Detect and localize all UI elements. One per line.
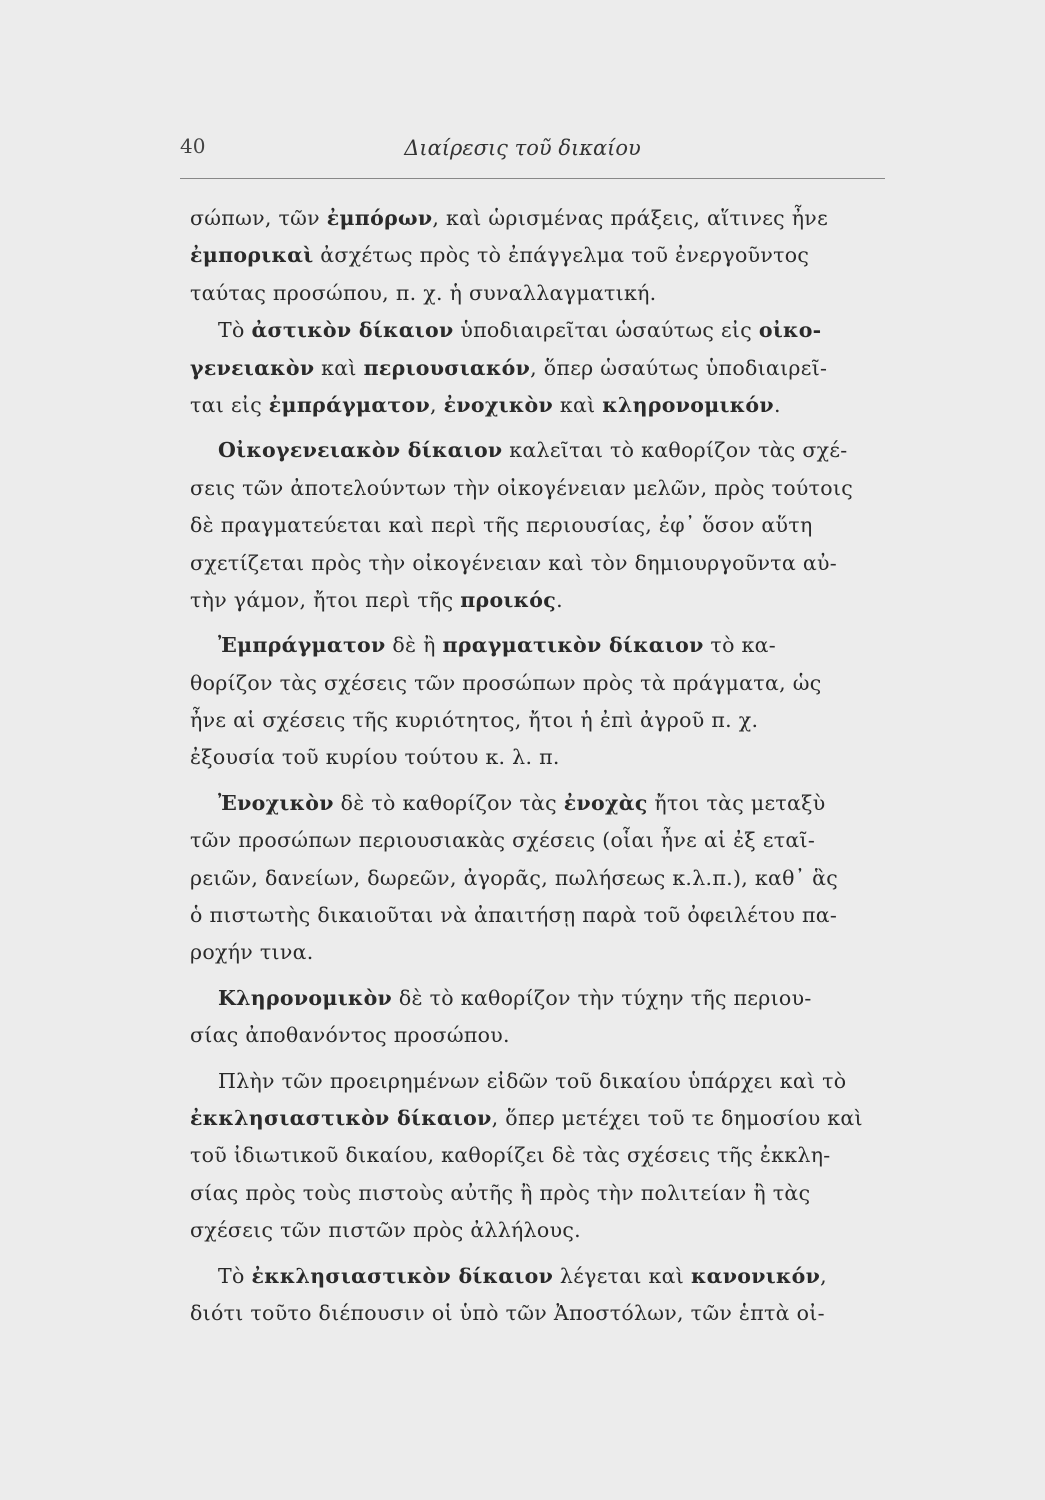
text-line bbox=[190, 860, 890, 897]
text-line bbox=[190, 1295, 890, 1332]
text-run: τῶν προσώπων περιουσιακὰς σχέσεις (οἷαι ἦνε αἱ ἐξ εταῖ- bbox=[190, 828, 816, 853]
bold-term: πραγματικὸν δίκαιον bbox=[442, 633, 704, 658]
text-line bbox=[190, 507, 890, 544]
bold-term: κληρονομικόν bbox=[602, 392, 774, 417]
text-run: , καὶ ὡρισμένας πράξεις, αἵτινες ἦνε bbox=[432, 206, 828, 230]
bold-term: γενειακὸν bbox=[190, 355, 315, 380]
text-run: Πλὴν τῶν προειρημένων εἰδῶν τοῦ δικαίου ὑπάρχει καὶ τὸ bbox=[218, 1068, 847, 1093]
bold-term: Κληρονομικὸν bbox=[218, 985, 393, 1010]
text-line bbox=[190, 387, 890, 424]
text-run: δὲ τὸ καθορίζον τὰς bbox=[333, 790, 564, 815]
text-run: ρειῶν, δανείων, δωρεῶν, ἀγορᾶς, πωλήσεως κ.λ.π.), καθ᾽ ἃς bbox=[190, 865, 839, 890]
bold-term: ἐκκλησιαστικὸν δίκαιον bbox=[190, 1105, 492, 1130]
text-run: ὑποδιαιρεῖται ὡσαύτως εἰς bbox=[453, 318, 759, 343]
bold-term: ἐμπόρων bbox=[326, 206, 433, 230]
bold-term: περιουσιακόν bbox=[363, 355, 531, 380]
bold-term: Ἐμπράγματον bbox=[218, 633, 386, 658]
text-run: , ὅπερ ὡσαύτως ὑποδιαιρεῖ- bbox=[530, 355, 828, 380]
text-run: τοῦ ἰδιωτικοῦ δικαίου, καθορίζει δὲ τὰς σχέσεις τῆς ἐκκλη- bbox=[190, 1143, 831, 1168]
text-run: καλεῖται τὸ καθορίζον τὰς σχέ- bbox=[502, 438, 848, 463]
bold-term: Ἐνοχικὸν bbox=[218, 790, 334, 815]
text-run: καὶ bbox=[314, 355, 364, 380]
text-run: λέγεται καὶ bbox=[553, 1263, 691, 1288]
text-run: Τὸ bbox=[218, 318, 252, 343]
text-line bbox=[190, 1212, 890, 1249]
text-run: ταύτας προσώπου, π. χ. ἡ συναλλαγματική. bbox=[190, 280, 657, 305]
bold-term: προικός bbox=[460, 587, 557, 612]
text-run: ἦνε αἱ σχέσεις τῆς κυριότητος, ἤτοι ἡ ἐπὶ ἀγροῦ π. χ. bbox=[190, 708, 759, 733]
text-run: ὁ πιστωτὴς δικαιοῦται νὰ ἀπαιτήσῃ παρὰ τοῦ ὀφειλέτου πα- bbox=[190, 903, 838, 928]
text-line bbox=[190, 785, 890, 822]
bold-term: ἀστικὸν δίκαιον bbox=[251, 318, 454, 343]
text-run: ἀσχέτως πρὸς τὸ ἐπάγγελμα τοῦ ἐνεργοῦντος bbox=[313, 243, 810, 268]
bold-term: οἰκο- bbox=[758, 318, 822, 343]
body-text bbox=[190, 200, 890, 1332]
header-rule bbox=[180, 178, 885, 179]
text-line bbox=[190, 980, 890, 1017]
text-run: σχέσεις τῶν πιστῶν πρὸς ἀλλήλους. bbox=[190, 1218, 581, 1243]
text-line bbox=[190, 470, 890, 507]
text-run: ροχήν τινα. bbox=[190, 940, 314, 965]
text-line bbox=[190, 822, 890, 859]
text-line bbox=[190, 1100, 890, 1137]
text-line bbox=[190, 665, 890, 702]
text-run: Τὸ bbox=[218, 1263, 252, 1288]
bold-term: ἐνοχὰς bbox=[563, 790, 648, 815]
text-line bbox=[190, 897, 890, 934]
text-run: σχετίζεται πρὸς τὴν οἰκογένειαν καὶ τὸν δημιουργοῦντα αὐ- bbox=[190, 550, 837, 575]
text-run: δὲ ἢ bbox=[385, 633, 443, 658]
text-run: . bbox=[556, 587, 563, 612]
text-line bbox=[190, 627, 890, 664]
text-line bbox=[190, 237, 890, 274]
bold-term: κανονικόν bbox=[690, 1263, 821, 1288]
text-run: τὴν γάμον, ἤτοι περὶ τῆς bbox=[190, 587, 461, 612]
bold-term: ἐκκλησιαστικὸν δίκαιον bbox=[251, 1263, 554, 1288]
bold-term: ἐμπορικαὶ bbox=[190, 243, 314, 268]
text-run: , ὅπερ μετέχει τοῦ τε δημοσίου καὶ bbox=[491, 1105, 863, 1130]
text-line bbox=[190, 275, 890, 312]
text-run: , bbox=[820, 1263, 827, 1288]
text-run: σίας πρὸς τοὺς πιστοὺς αὐτῆς ἢ πρὸς τὴν πολιτείαν ἢ τὰς bbox=[190, 1180, 811, 1205]
text-run: σώπων, τῶν bbox=[190, 206, 327, 230]
text-line bbox=[190, 1175, 890, 1212]
text-line bbox=[190, 1017, 890, 1054]
bold-term: ἐμπράγματον bbox=[268, 392, 430, 417]
bold-term: Οἰκογενειακὸν δίκαιον bbox=[218, 438, 503, 463]
text-line bbox=[190, 1258, 890, 1295]
text-run: ται εἰς bbox=[190, 392, 269, 417]
text-run: , bbox=[429, 392, 444, 417]
text-line bbox=[190, 739, 890, 776]
text-run: καὶ bbox=[553, 392, 603, 417]
text-run: . bbox=[773, 392, 781, 417]
text-run: δὲ πραγματεύεται καὶ περὶ τῆς περιουσίας, ἐφ᾽ ὅσον αὕτη bbox=[190, 513, 813, 538]
text-line bbox=[190, 1063, 890, 1100]
text-line bbox=[190, 200, 890, 237]
text-line bbox=[190, 312, 890, 349]
text-run: θορίζον τὰς σχέσεις τῶν προσώπων πρὸς τὰ πράγματα, ὡς bbox=[190, 670, 822, 695]
text-line bbox=[190, 350, 890, 387]
text-line bbox=[190, 702, 890, 739]
page-number: 40 bbox=[180, 134, 206, 158]
text-run: διότι τοῦτο διέπουσιν οἱ ὑπὸ τῶν Ἀποστόλων, τῶν ἑπτὰ οἰ- bbox=[190, 1300, 825, 1325]
text-run: δὲ τὸ καθορίζον τὴν τύχην τῆς περιου- bbox=[392, 985, 812, 1010]
text-line bbox=[190, 545, 890, 582]
text-line bbox=[190, 934, 890, 971]
text-line bbox=[190, 432, 890, 469]
text-line bbox=[190, 582, 890, 619]
text-run: σίας ἀποθανόντος προσώπου. bbox=[190, 1023, 510, 1048]
text-run: ἤτοι τὰς μεταξὺ bbox=[647, 790, 826, 815]
running-head-title: Διαίρεσις τοῦ δικαίου bbox=[404, 136, 641, 160]
bold-term: ἐνοχικὸν bbox=[443, 392, 554, 417]
text-line bbox=[190, 1137, 890, 1174]
text-run: τὸ κα- bbox=[703, 633, 777, 658]
text-run: ἐξουσία τοῦ κυρίου τούτου κ. λ. π. bbox=[190, 745, 560, 770]
text-run: σεις τῶν ἀποτελούντων τὴν οἰκογένειαν μελῶν, πρὸς τούτοις bbox=[190, 475, 854, 500]
